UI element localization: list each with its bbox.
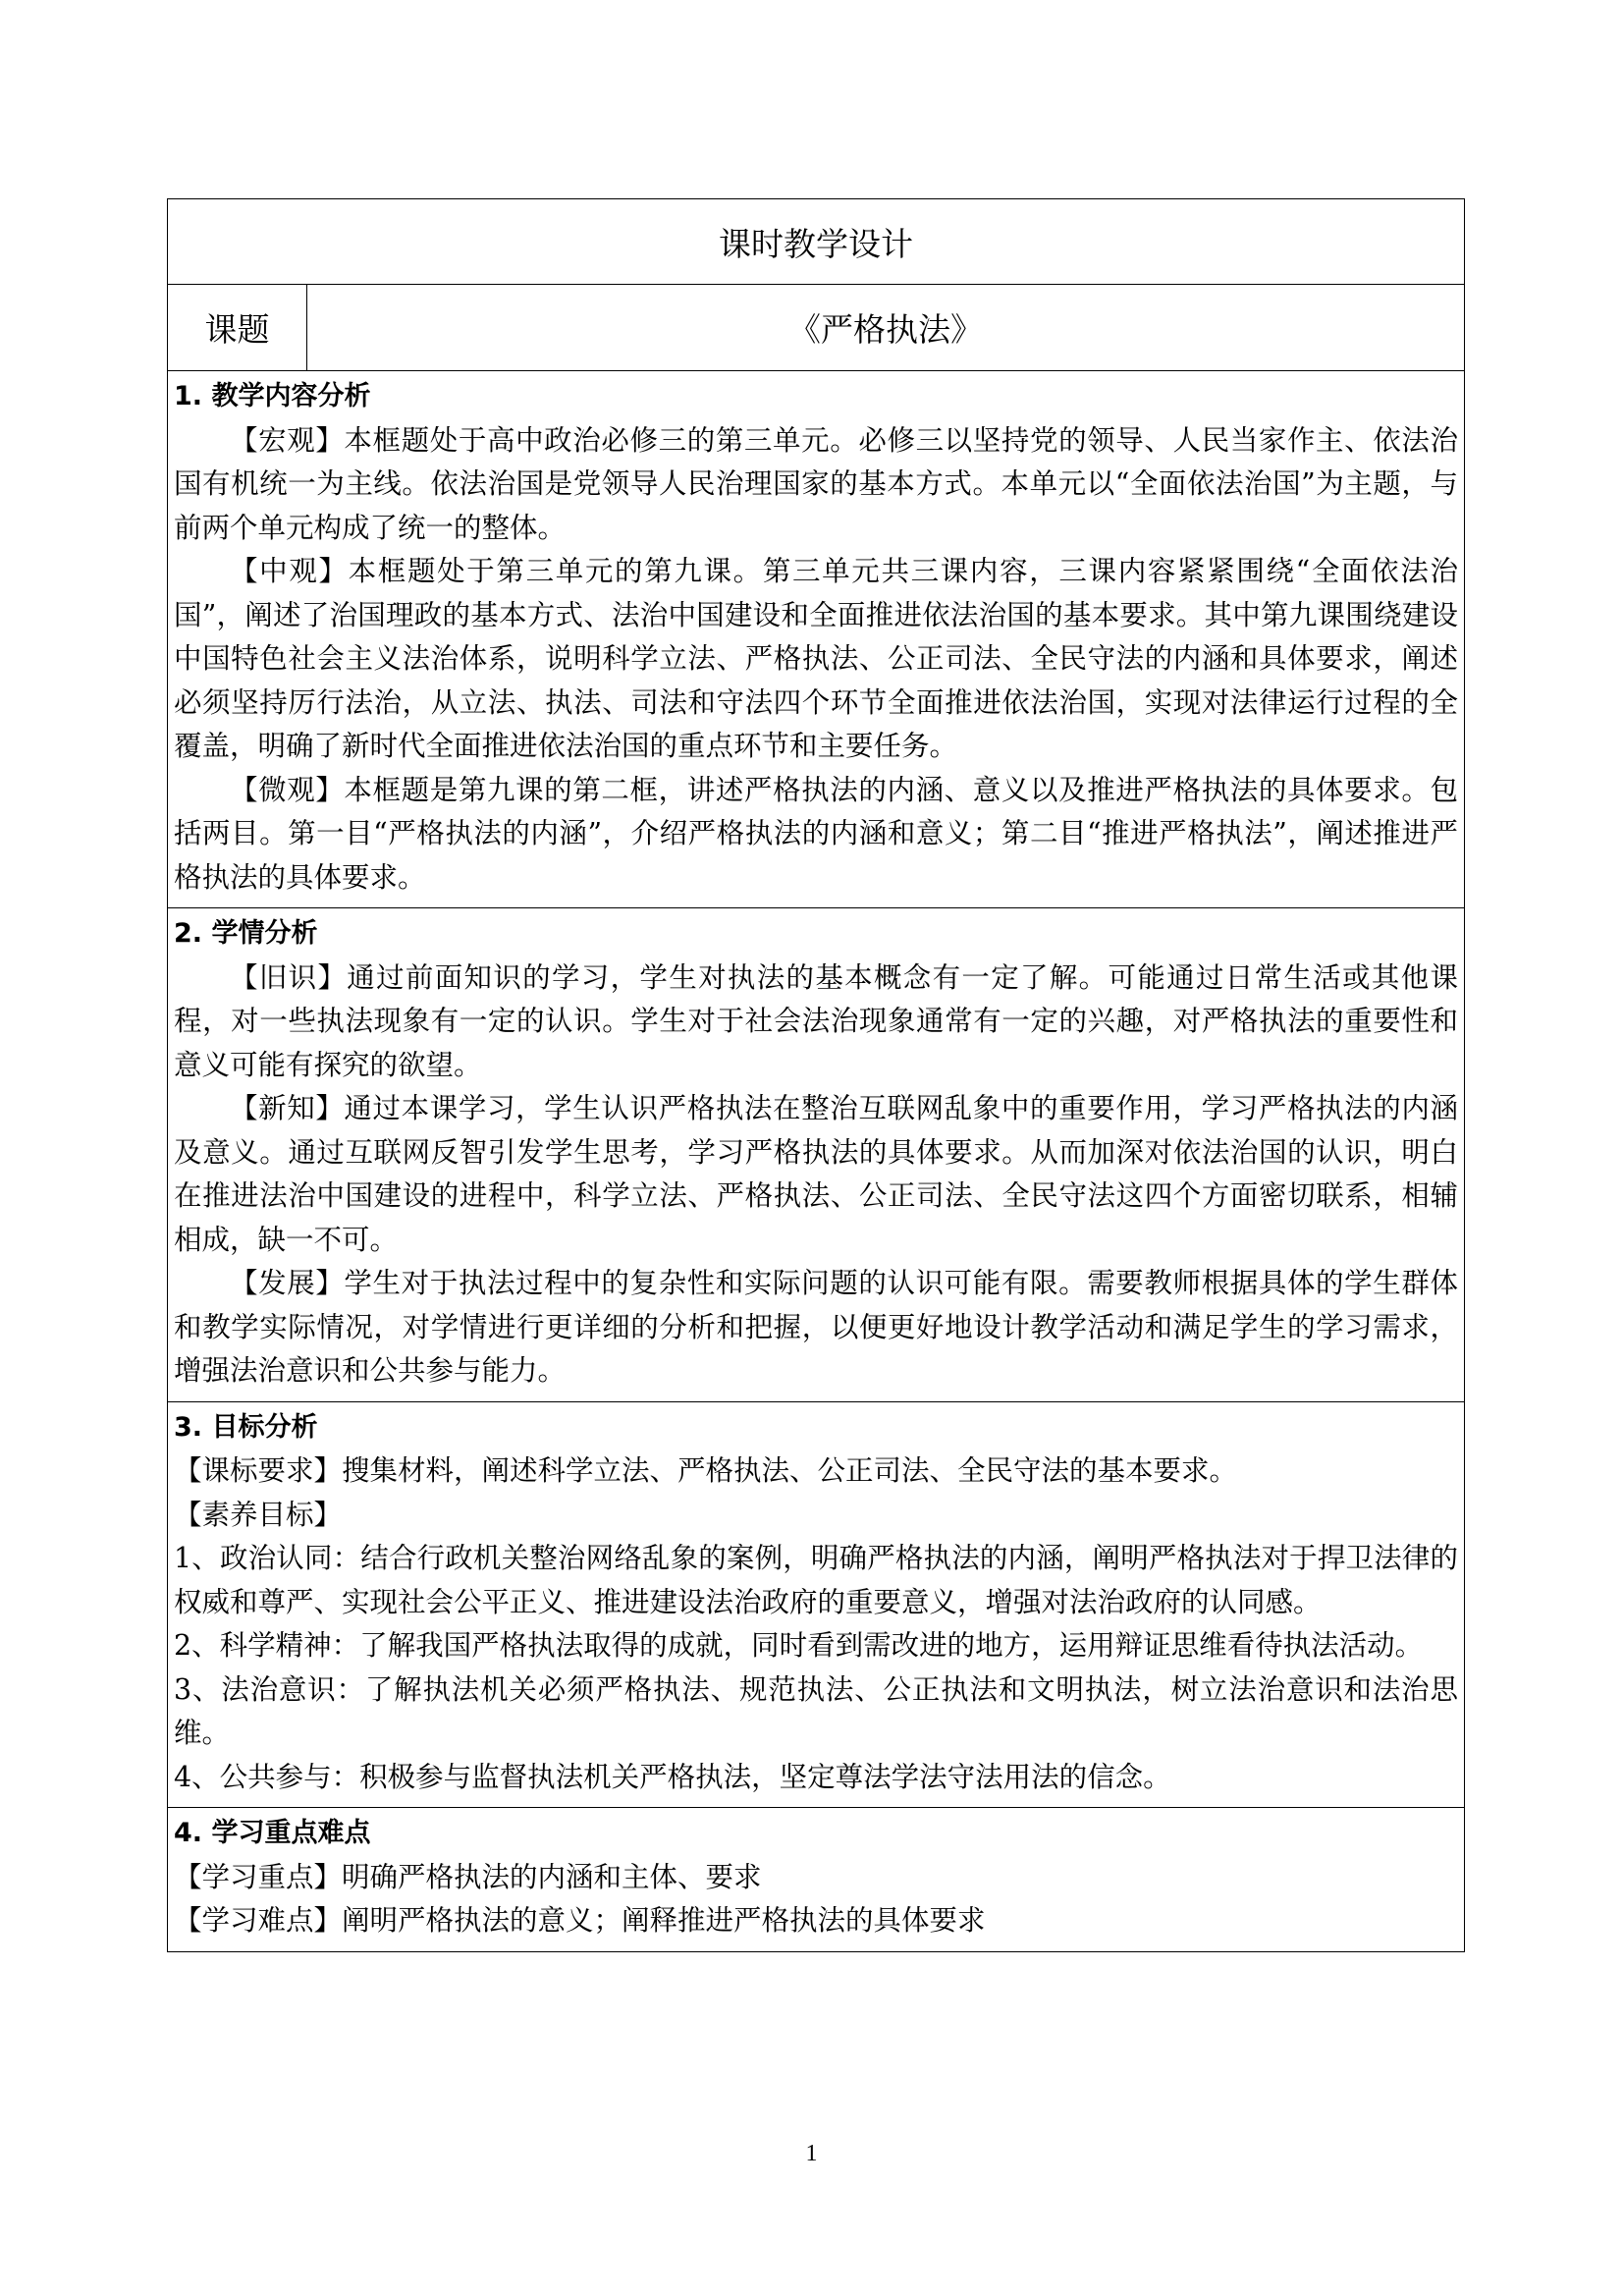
- paragraph: 【素养目标】: [174, 1498, 343, 1531]
- section-content-analysis: [168, 371, 1465, 908]
- section-heading: 2. 学情分析: [174, 918, 318, 949]
- paragraph: 【新知】通过本课学习，学生认识严格执法在整治互联网乱象中的重要作用，学习严格执法的内涵及意义。通过互联网反智引发学生思考，学习严格执法的具体要求。从而加深对依法治国的认识，明白在推进法治中国建设的进程中，科学立法、严格执法、公正司法、全民守法这四个方面密切联系，相辅相成，缺一不可。: [174, 1092, 1458, 1256]
- section-key-difficult-points: [168, 1808, 1465, 1952]
- section-goal-analysis: [168, 1401, 1465, 1808]
- paragraph: 【微观】本框题是第九课的第二框，讲述严格执法的内涵、意义以及推进严格执法的具体要求。包括两目。第一目“严格执法的内涵”，介绍严格执法的内涵和意义；第二目“推进严格执法”，阐述推进严格执法的具体要求。: [174, 773, 1458, 894]
- paragraph: 1、政治认同：结合行政机关整治网络乱象的案例，明确严格执法的内涵，阐明严格执法对于捍卫法律的权威和尊严、实现社会公平正义、推进建设法治政府的重要意义，增强对法治政府的认同感。: [174, 1542, 1458, 1618]
- paragraph: 【宏观】本框题处于高中政治必修三的第三单元。必修三以坚持党的领导、人民当家作主、依法治国有机统一为主线。依法治国是党领导人民治理国家的基本方式。本单元以“全面依法治国”为主题，与前两个单元构成了统一的整体。: [174, 423, 1458, 544]
- section-heading: 1. 教学内容分析: [174, 381, 371, 411]
- section-student-analysis: [168, 908, 1465, 1402]
- topic-value: 《严格执法》: [307, 285, 1465, 371]
- paragraph: 【发展】学生对于执法过程中的复杂性和实际问题的认识可能有限。需要教师根据具体的学生群体和教学实际情况，对学情进行更详细的分析和把握，以便更好地设计教学活动和满足学生的学习需求，增强法治意识和公共参与能力。: [174, 1267, 1458, 1387]
- lesson-design-table: [167, 198, 1465, 1952]
- paragraph: 【中观】本框题处于第三单元的第九课。第三单元共三课内容，三课内容紧紧围绕“全面依法治国”，阐述了治国理政的基本方式、法治中国建设和全面推进依法治国的基本要求。其中第九课围绕建设中国特色社会主义法治体系，说明科学立法、严格执法、公正司法、全民守法的内涵和具体要求，阐述必须坚持厉行法治，从立法、执法、司法和守法四个环节全面推进依法治国，实现对法律运行过程的全覆盖，明确了新时代全面推进依法治国的重点环节和主要任务。: [174, 555, 1458, 762]
- section-heading: 3. 目标分析: [174, 1411, 318, 1443]
- paragraph: 2、科学精神：了解我国严格执法取得的成就，同时看到需改进的地方，运用辩证思维看待执法活动。: [174, 1629, 1424, 1662]
- page-number: 1: [805, 2141, 818, 2166]
- section-heading: 4. 学习重点难点: [174, 1818, 371, 1848]
- topic-label: 课题: [168, 285, 307, 371]
- paragraph: 【学习难点】阐明严格执法的意义；阐释推进严格执法的具体要求: [174, 1904, 986, 1937]
- table-title: 课时教学设计: [168, 199, 1465, 285]
- paragraph: 【旧识】通过前面知识的学习，学生对执法的基本概念有一定了解。可能通过日常生活或其他课程，对一些执法现象有一定的认识。学生对于社会法治现象通常有一定的兴趣，对严格执法的重要性和意义可能有探究的欲望。: [174, 960, 1458, 1081]
- paragraph: 3、法治意识：了解执法机关必须严格执法、规范执法、公正执法和文明执法，树立法治意识和法治思维。: [174, 1672, 1458, 1749]
- paragraph: 【课标要求】搜集材料，阐述科学立法、严格执法、公正司法、全民守法的基本要求。: [174, 1454, 1238, 1487]
- paragraph: 4、公共参与：积极参与监督执法机关严格执法，坚定尊法学法守法用法的信念。: [174, 1760, 1171, 1793]
- paragraph: 【学习重点】明确严格执法的内涵和主体、要求: [174, 1860, 762, 1893]
